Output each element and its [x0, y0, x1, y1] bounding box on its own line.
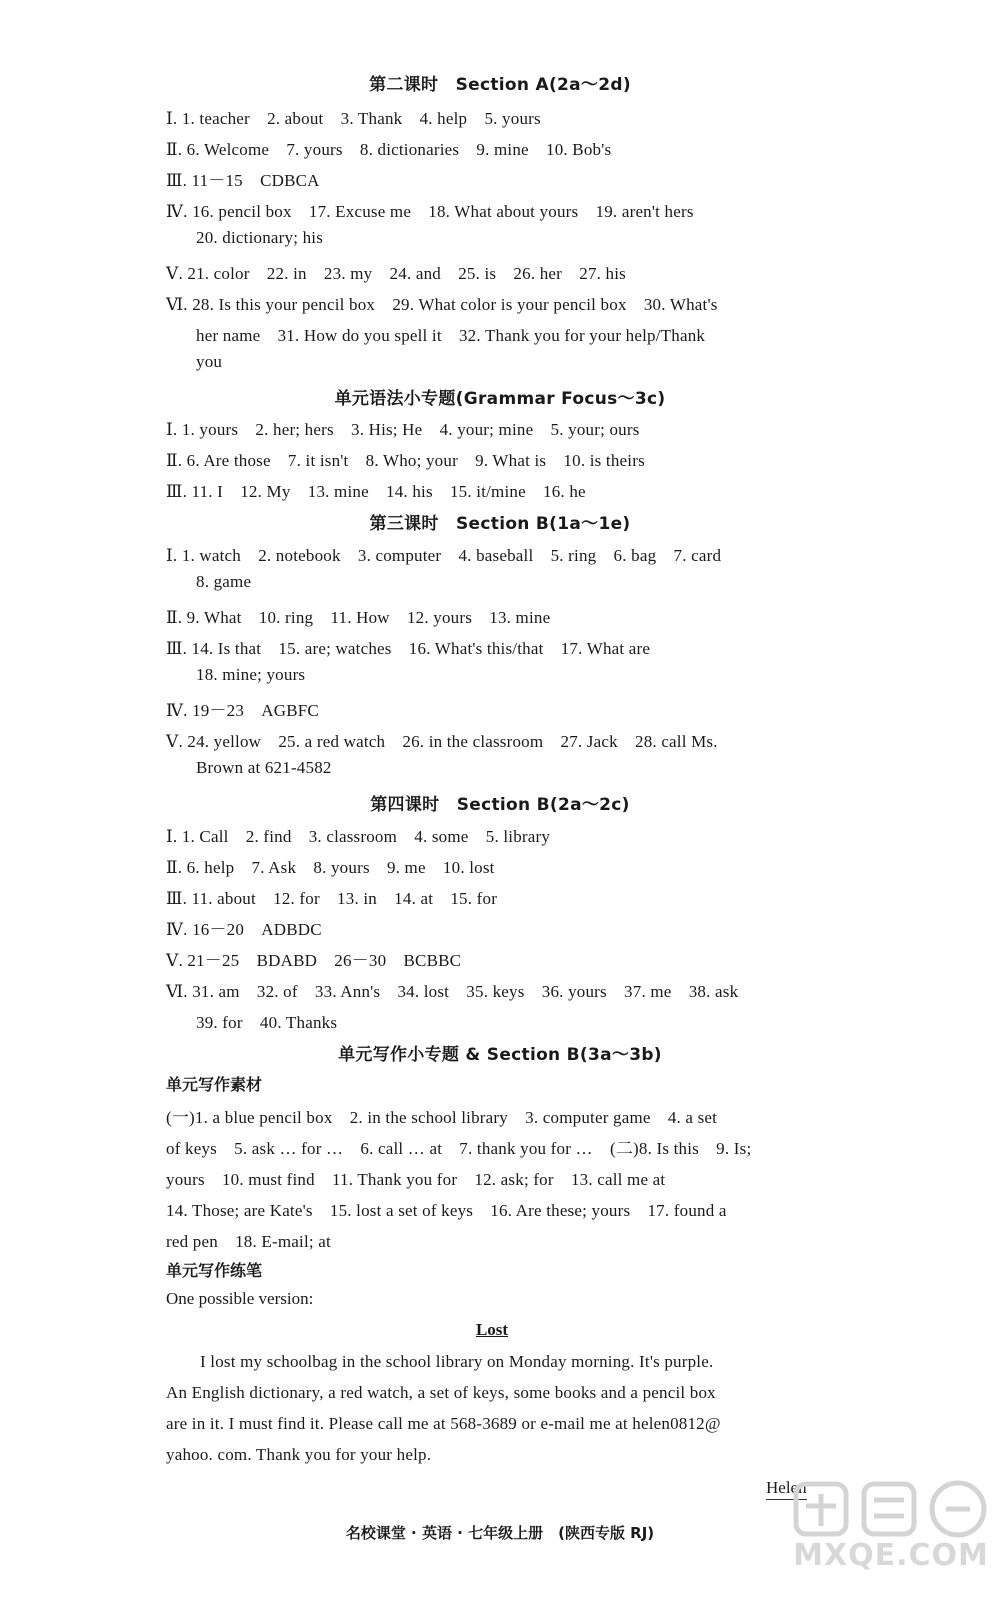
answer-line: Ⅱ. 6. Are those 7. it isn't 8. Who; your 9. What is 10. is theirs: [166, 451, 645, 470]
essay-line: yahoo. com. Thank you for your help.: [166, 1445, 432, 1464]
answer-line: Ⅴ. 21－25 BDABD 26－30 BCBBC: [166, 951, 462, 970]
essay-title: Lost: [475, 1320, 509, 1339]
section-heading-grammar: 单元语法小专题(Grammar Focus～3c): [334, 389, 666, 409]
answer-line: (一)1. a blue pencil box 2. in the school library 3. computer game 4. a set: [166, 1108, 718, 1127]
watermark-logo: [786, 1476, 996, 1596]
answer-line: Ⅱ. 6. help 7. Ask 8. yours 9. me 10. lost: [166, 858, 495, 877]
answer-line: Ⅰ. 1. Call 2. find 3. classroom 4. some 5. library: [166, 827, 551, 846]
answer-line: Ⅳ. 19－23 AGBFC: [166, 701, 319, 720]
essay-line: I lost my schoolbag in the school library on Monday morning. It's purple.: [200, 1352, 714, 1371]
essay-signature: Helen: [766, 1478, 807, 1500]
answer-line: yours 10. must find 11. Thank you for 12. ask; for 13. call me at: [166, 1170, 666, 1189]
answer-line: Ⅰ. 1. teacher 2. about 3. Thank 4. help 5. yours: [166, 109, 541, 128]
answer-line: Ⅴ. 21. color 22. in 23. my 24. and 25. is 26. her 27. his: [166, 264, 626, 283]
section-heading-writing: 单元写作小专题 & Section B(3a～3b): [338, 1045, 662, 1065]
section-heading-lesson4: 第四课时 Section B(2a～2c): [370, 795, 630, 815]
answer-line: 8. game: [196, 572, 252, 591]
answer-line: Ⅱ. 6. Welcome 7. yours 8. dictionaries 9. mine 10. Bob's: [166, 140, 612, 159]
answer-line: 20. dictionary; his: [196, 228, 324, 247]
answer-line: Ⅱ. 9. What 10. ring 11. How 12. yours 13. mine: [166, 608, 551, 627]
subheading-practice: 单元写作练笔: [166, 1261, 263, 1280]
answer-line: Ⅵ. 28. Is this your pencil box 29. What color is your pencil box 30. What's: [166, 295, 718, 314]
essay-line: are in it. I must find it. Please call me at 568-3689 or e-mail me at helen0812@: [166, 1414, 721, 1433]
answer-line: Ⅳ. 16－20 ADBDC: [166, 920, 322, 939]
watermark-text: MXQE.COM: [793, 1538, 989, 1573]
answer-line: Ⅲ. 14. Is that 15. are; watches 16. What's this/that 17. What are: [166, 639, 651, 658]
answer-line: you: [196, 352, 223, 371]
page-footer: 名校课堂 · 英语 · 七年级上册 (陕西专版 RJ): [345, 1524, 655, 1542]
section-heading-lesson2: 第二课时 Section A(2a～2d): [369, 75, 631, 95]
answer-line: 14. Those; are Kate's 15. lost a set of keys 16. Are these; yours 17. found a: [166, 1201, 727, 1220]
answer-line: Ⅵ. 31. am 32. of 33. Ann's 34. lost 35. keys 36. yours 37. me 38. ask: [166, 982, 739, 1001]
answer-line: Ⅰ. 1. watch 2. notebook 3. computer 4. baseball 5. ring 6. bag 7. card: [166, 546, 722, 565]
version-intro: One possible version:: [166, 1289, 314, 1308]
answer-line: Ⅲ. 11. about 12. for 13. in 14. at 15. for: [166, 889, 498, 908]
answer-line: of keys 5. ask … for … 6. call … at 7. thank you for … (二)8. Is this 9. Is;: [166, 1139, 752, 1158]
section-heading-lesson3: 第三课时 Section B(1a～1e): [369, 514, 631, 534]
answer-line: Ⅰ. 1. yours 2. her; hers 3. His; He 4. your; mine 5. your; ours: [166, 420, 640, 439]
answer-line: her name 31. How do you spell it 32. Thank you for your help/Thank: [196, 326, 706, 345]
answer-line: 39. for 40. Thanks: [196, 1013, 338, 1032]
answer-line: Ⅴ. 24. yellow 25. a red watch 26. in the classroom 27. Jack 28. call Ms.: [166, 732, 718, 751]
watermark-icon: [786, 1476, 996, 1546]
answer-line: Ⅲ. 11. I 12. My 13. mine 14. his 15. it/mine 16. he: [166, 482, 586, 501]
answer-line: Ⅳ. 16. pencil box 17. Excuse me 18. What about yours 19. aren't hers: [166, 202, 694, 221]
answer-line: Brown at 621-4582: [196, 758, 332, 777]
subheading-materials: 单元写作素材: [166, 1075, 263, 1094]
essay-line: An English dictionary, a red watch, a set of keys, some books and a pencil box: [166, 1383, 716, 1402]
answer-line: Ⅲ. 11－15 CDBCA: [166, 171, 320, 190]
answer-line: 18. mine; yours: [196, 665, 306, 684]
answer-line: red pen 18. E-mail; at: [166, 1232, 331, 1251]
